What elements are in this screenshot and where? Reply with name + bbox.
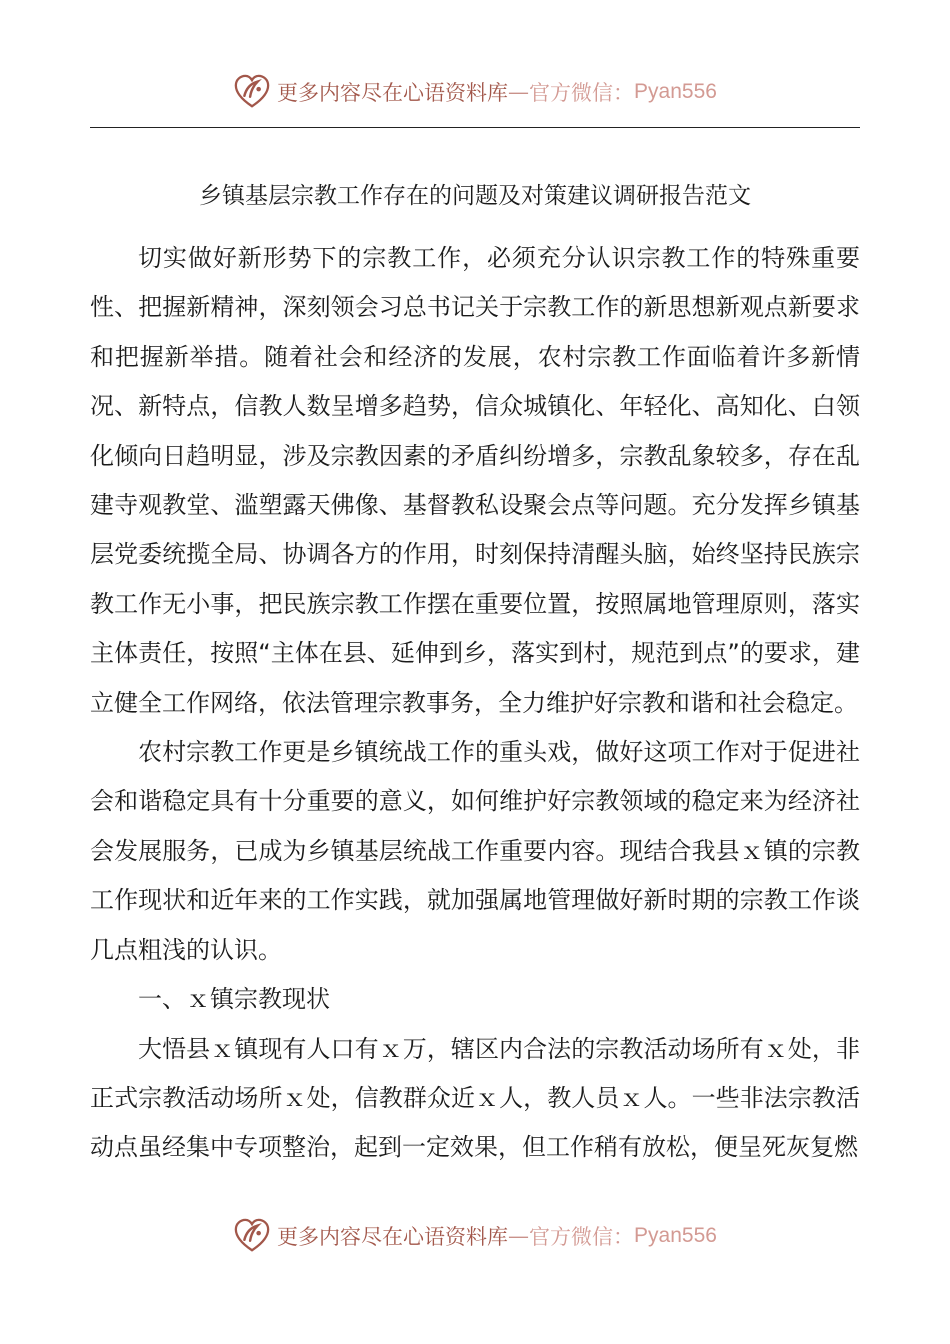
header-watermark [0,70,950,114]
watermark-contact-label: 官方微信： [529,1225,635,1249]
watermark-separator: — [508,80,530,104]
watermark-contact-id: Pyan556 [634,80,717,103]
watermark-brand: 更多内容尽在心语资料库 [277,81,509,105]
document-title: 乡镇基层宗教工作存在的问题及对策建议调研报告范文 [199,183,751,209]
section-heading: 一、ｘ镇宗教现状 [138,985,330,1014]
watermark-contact-label: 官方微信： [529,81,635,105]
watermark-contact-id: Pyan556 [634,1224,717,1247]
paragraph: 大悟县ｘ镇现有人口有ｘ万，辖区内合法的宗教活动场所有ｘ处，非正式宗教活动场所ｘ处，信教群众近ｘ人，教人员ｘ人。一些非法宗教活动点虽经集中专项整治，起到一定效果，但工作稍有放松，便呈死灰复燃 [90,1034,860,1162]
header-divider [90,127,860,128]
heart-logo-icon [233,1217,271,1255]
watermark-brand: 更多内容尽在心语资料库 [277,1225,509,1249]
paragraph: 农村宗教工作更是乡镇统战工作的重头戏，做好这项工作对于促进社会和谐稳定具有十分重要的意义，如何维护好宗教领域的稳定来为经济社会发展服务，已成为乡镇基层统战工作重要内容。现结合我县ｘ镇的宗教工作现状和近年来的工作实践，就加强属地管理做好新时期的宗教工作谈几点粗浅的认识。 [90,738,860,964]
paragraph: 切实做好新形势下的宗教工作，必须充分认识宗教工作的特殊重要性、把握新精神，深刻领会习总书记关于宗教工作的新思想新观点新要求和把握新举措。随着社会和经济的发展，农村宗教工作面临着许多新情况、新特点，信教人数呈增多趋势，信众城镇化、年轻化、高知化、白领化倾向日趋明显，涉及宗教因素的矛盾纠纷增多，宗教乱象较多，存在乱建寺观教堂、滥塑露天佛像、基督教私设聚会点等问题。充分发挥乡镇基层党委统揽全局、协调各方的作用，时刻保持清醒头脑，始终坚持民族宗教工作无小事，把民族宗教工作摆在重要位置，按照属地管理原则，落实主体责任，按照“主体在县、延伸到乡，落实到村，规范到点”的要求，建立健全工作网络，依法管理宗教事务，全力维护好宗教和谐和社会稳定。 [90,244,860,717]
watermark-separator: — [508,1224,530,1248]
document-body [90,234,860,1173]
heart-logo-icon [233,73,271,111]
footer-watermark [0,1214,950,1258]
